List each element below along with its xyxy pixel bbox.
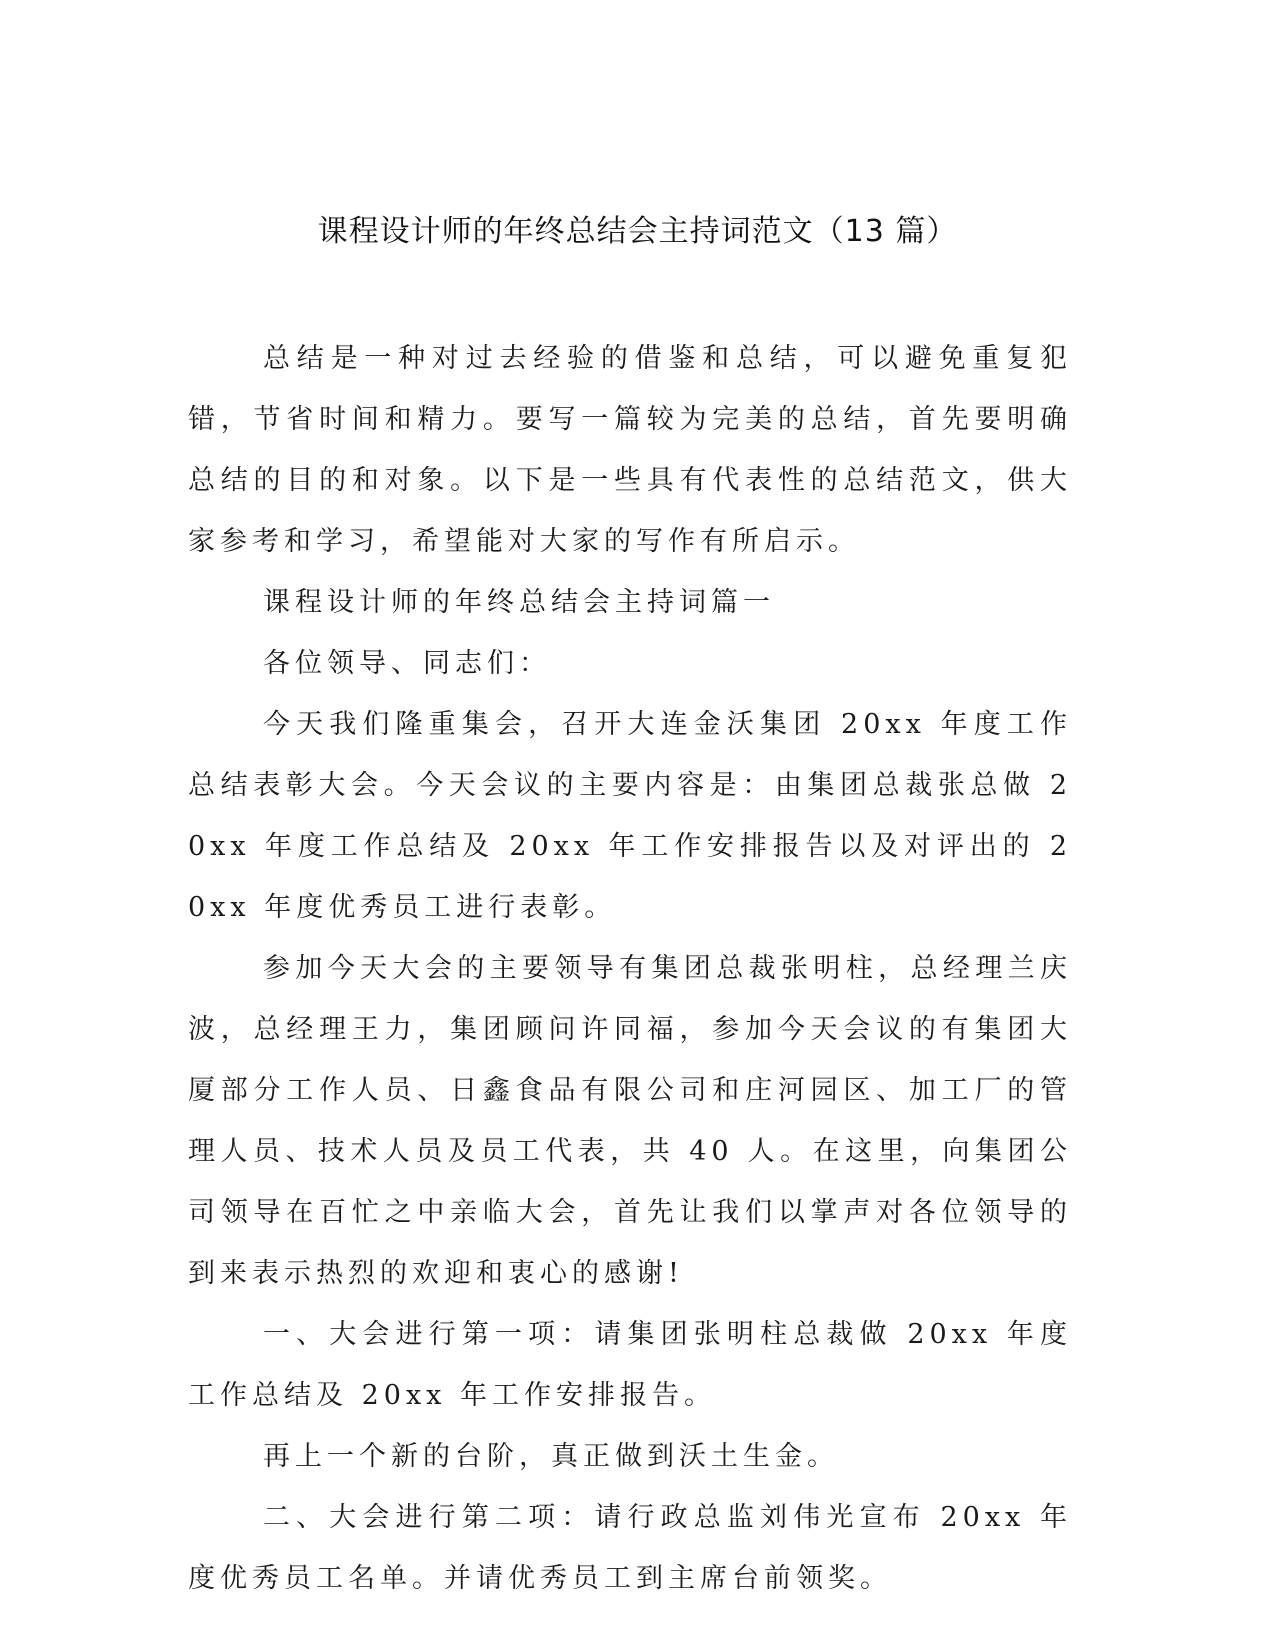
document-body: [188, 328, 1072, 1609]
document-title: 课程设计师的年终总结会主持词范文（13 篇）: [317, 214, 958, 249]
agenda-item-2: 二、大会进行第二项：请行政总监刘伟光宣布 20xx 年度优秀员工名单。并请优秀员工到主席台前领奖。: [188, 1502, 1072, 1594]
transition-paragraph: 再上一个新的台阶，真正做到沃土生金。: [263, 1441, 839, 1472]
intro-paragraph: 总结是一种对过去经验的借鉴和总结，可以避免重复犯错，节省时间和精力。要写一篇较为完美的总结，首先要明确总结的目的和对象。以下是一些具有代表性的总结范文，供大家参考和学习，希望能对大家的写作有所启示。: [188, 343, 1072, 557]
agenda-item-1: 一、大会进行第一项：请集团张明柱总裁做 20xx 年度工作总结及 20xx 年工作安排报告。: [188, 1319, 1072, 1411]
salutation: 各位领导、同志们：: [263, 648, 551, 679]
attendees-paragraph: 参加今天大会的主要领导有集团总裁张明柱，总经理兰庆波，总经理王力，集团顾问许同福，参加今天会议的有集团大厦部分工作人员、日鑫食品有限公司和庄河园区、加工厂的管理人员、技术人员及员工代表，共 40 人。在这里，向集团公司领导在百忙之中亲临大会，首先让我们以掌声对各位领导的到来表示热烈的欢迎和衷心的感谢!: [188, 953, 1072, 1289]
opening-paragraph: 今天我们隆重集会，召开大连金沃集团 20xx 年度工作总结表彰大会。今天会议的主要内容是：由集团总裁张总做 20xx 年度工作总结及 20xx 年工作安排报告以及对评出的 20xx 年度优秀员工进行表彰。: [188, 709, 1072, 923]
section-heading: 课程设计师的年终总结会主持词篇一: [263, 587, 775, 618]
